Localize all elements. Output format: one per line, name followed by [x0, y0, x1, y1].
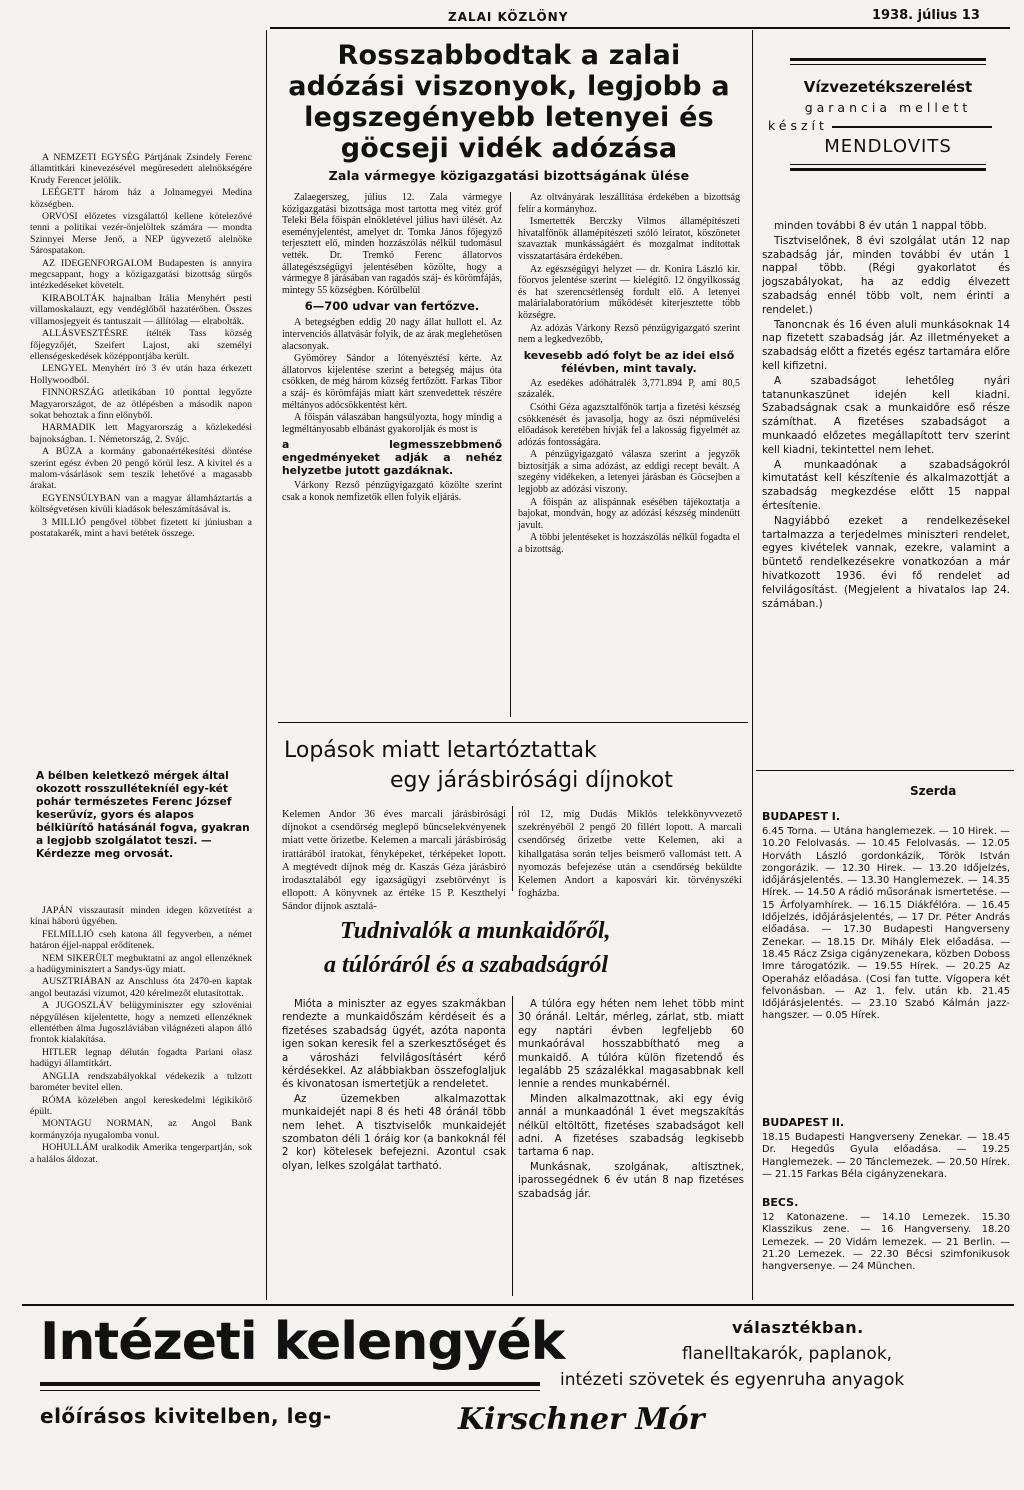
foreign-news-column — [30, 905, 252, 1166]
paragraph: A betegségben eddig 20 nagy állat hullott el. Az intervenciós állatvásár folyik, de az árak meglehetősen alacsonyak. — [282, 317, 502, 352]
paragraph: A szabadságot lehetőleg nyári tatanunkaszünet idején kell kiadni. Szabadságnak csak a munkaidőre eső része számíthat. A fizetéses szabadságot a munkaadó előzetes megállapított terv szerint kell kiadni, tekintettel nem lehet. — [762, 374, 1010, 456]
plumbing-ad — [762, 52, 1014, 192]
paragraph: Tisztviselőnek, 8 évi szolgálat után 12 nap szabadság jár, minden további év után 1 nappal több. (Régi gyakorlatot és jogszabályokat, ha az eddig élvezett szabadság ennél több volt, nem érinti a rendelet.) — [762, 234, 1010, 316]
lead-col2 — [518, 192, 740, 557]
ad-rule — [790, 58, 986, 61]
ad-rule — [790, 168, 986, 171]
paragraph: A többi jelentéseket is hozzászólás nélkül fogadta el a bizottság. — [518, 532, 740, 556]
paragraph: A túlóra egy héten nem lehet több mint 30 óránál. Leltár, mérleg, zárlat, stb. miatt egy naptári évben legfeljebb 60 munkaórával hosszabbítható meg a munkaidő. A túlóra külön fizetendő és legalább 25 százalékkal magasabbnak kell lennie a rendes munkabérnél. — [518, 999, 744, 1091]
theft-headline-1: Lopások miatt letartóztattak — [284, 738, 597, 763]
ad-line2: garancia mellett — [804, 100, 972, 115]
news-item: RÓMA közelében angol kereskedelmi légikikötő épült. — [30, 1094, 252, 1117]
left-news-column — [30, 152, 252, 540]
news-item: FINNORSZÁG atletikában 10 ponttal legyőzte Magyarországot, de az ötlépésben a második napon sokat behoztak a finn előnyből. — [30, 387, 252, 421]
theft-col1: Kelemen Andor 36 éves marcali járásbirósági díjnokot a csendőrség meglepő bűncselekvényenek miatt vette őrizetbe. Kelemen a marcali járásbiróság irattárából iratokat, fényképeket, térképeket lopott. A megtévedt díjnok még dr. Kaszás Géza járásbiró irodasztalából egy igazságügyi zsebtörvényt is ellopott. A könyvnek az értéke 15 P. Keszthelyi Sándor díjnok asztalá- — [282, 809, 506, 913]
bottom-ad-line-c: flanelltakarók, paplanok, — [682, 1344, 893, 1364]
news-item: MONTAGU NORMAN, az Angol Bank kormányzója nyugalomba vonul. — [30, 1118, 252, 1141]
paragraph: Az esedékes adóhátralék 3,771.894 P, ami 80,5 százalék. — [518, 377, 740, 401]
theft-col2: ról 12, míg Dudás Miklós telekkönyvvezető szekrényéből 2 pengő 20 fillért lopott. A marcali csendőrség őrizetbe vette Kelemen, aki a kihallgatása során teljes beismerő vallomást tett. A nyomozás befejezése után a csendőrség beküldte Kelemen Andort a kaposvári kir. törvényszéki fogházba. — [518, 809, 742, 900]
news-item: A NEMZETI EGYSÉG Pártjának Zsindely Ferenc államtitkári kinevezésével megüresedett alelnökségére Krudy Ferencet jelölik. — [30, 152, 252, 186]
news-item: EGYENSÚLYBAN van a magyar államháztartás a költségvetésen kívüli kiadások beleszámításával is. — [30, 492, 252, 516]
paragraph: Az oltványárak leszállítása érdekében a bizottság felír a kormányhoz. — [518, 192, 740, 215]
work-col1 — [282, 998, 506, 1174]
masthead-date: 1938. július 13 — [872, 8, 980, 23]
paragraph: Nagyiábbó ezeket a rendelkezésekel tartalmazza a terjedelmes miniszteri rendelet, egyes kivételek vannak, ezekre, valamint a büntető rendelkezésekre vonatkozóan a már hivatkozott 1936. évi fő rendelet ad felvilágosítást. (Megjelent a hivatalos lap 24. számában.) — [762, 514, 1010, 610]
lead-bottom-rule — [278, 722, 748, 723]
radio-top-rule — [756, 770, 1014, 771]
ad-name: MENDLOVITS — [824, 136, 952, 157]
news-item: HOHULLÁM uralkodik Amerika tengerpartján, sok a halálos áldozat. — [30, 1142, 252, 1165]
news-item: AUSZTRIÁBAN az Anschluss óta 2470-en kaptak angol beutazási vízumot, 420 kérelmezőt elutasítottak. — [30, 976, 252, 999]
news-item: ORVOSI előzetes vizsgálattól kellene kötelezővé tenni a politikai vezér-önjelöltek számára — mondta Szinnyei Merse Jenő, a NEP ügyvezető alelnöke Sárospatakon. — [30, 211, 252, 257]
work-headline-1: Tudnivalók a munkaidőről, — [340, 918, 611, 944]
radio-day: Szerda — [910, 784, 957, 798]
paragraph: Az egészségügyi helyzet — dr. Konira László kir. főorvos jelentése szerint — kielégítő. 12 öngyilkosság és hat szerencsétlenség fordult elő. A letenyei malárialaboratórium működését kiterjesztette több községre. — [518, 263, 740, 321]
right-column-rule — [752, 30, 753, 1300]
paragraph: Az üzemekben alkalmazottak munkaidejét napi 8 és heti 48 óránál több nem lehet. A tisztviselők munkaidejét szombaton déli 1 óráig kor (a bankoknál fél 2 kor) kötelesek befejezni. Azontul csak olyan, lelkes szolgálat tartható. — [282, 1093, 506, 1172]
news-item: A BÚZA a kormány gabonaértékesítési döntése szerint egész évben 20 pengő körül lesz. A kivitel és a malom-vásárlások sem teszik lehetővé a magasabb árakat. — [30, 446, 252, 492]
bottom-ad-line-d: intézeti szövetek és egyenruha anyagok — [560, 1370, 905, 1390]
bottom-ad-rule — [40, 1382, 540, 1386]
lead-subheadline: Zala vármegye közigazgatási bizottságának ülése — [328, 168, 690, 183]
news-item: KIRABOLTÁK hajnalban Itália Menyhért pesti villamoskalauzt, egy vendéglőből hazatérőben. Összes villamosjegyeit és tantuszait — állítólag — elrabolták. — [30, 292, 252, 327]
ad-rule — [790, 164, 986, 165]
news-item: FELMILLIÓ cseh katona áll fegyverben, a német határon éjjel-nappal erődítenek. — [30, 928, 252, 952]
paragraph: Csóthi Géza agazsztalfőnök tartja a fizetési készség csökkenését és javasolja, hogy az őszi népművelési előadások keretében hívják fel a lakosság figyelmét az adózás fontosságára. — [518, 401, 740, 448]
paragraph: Várkony Rezső pénzügyigazgató közölte szerint csak a konok nemfizetők ellen folyik eljárás. — [282, 480, 502, 503]
paragraph: Minden alkalmazottnak, aki egy évig annál a munkaadónál 1 évet megszakítás nélkül eltöltött, fizetéses szabadságot kell adni. A fizetéses szabadság legkisebb tartama 6 nap. — [518, 1093, 744, 1159]
masthead-paper: ZALAI KÖZLÖNY — [448, 10, 569, 24]
news-item: 3 MILLIÓ pengővel többet fizetett ki júniusban a postatakarék, mint a havi betétek összege. — [30, 516, 252, 539]
highlight: kevesebb adó folyt be az idei első félévben, mint tavaly. — [523, 348, 735, 375]
paragraph: Ismertették Berczky Vilmos államépítészeti hivatalfőnök államépítészeti szóló leiratot, köszönetet szavaztak munkásságáért és mozgalmat indítottak visszatartására érdekében. — [518, 216, 740, 262]
news-item: LEÉGETT három ház a Jolnamegyei Medina községben. — [30, 187, 252, 210]
radio-section-2: BUDAPEST II. — [762, 1116, 845, 1129]
news-item: LENGYEL Menyhért író 3 év után haza érkezett Hollywoodból. — [30, 363, 252, 386]
highlight: 6—700 udvar van fertőzve. — [304, 299, 480, 314]
theft-headline-2: egy járásbirósági díjnokot — [390, 768, 673, 793]
work-col-rule — [512, 996, 513, 1296]
radio-lines-1: 6.45 Torna. — Utána hanglemezek. — 10 Hirek. — 10.20 Felolvasás. — 10.45 Felolvasás. — 12.05 Horváth László gordonkázik, Török István zongorázik. — 12.30 Hirek. — 13.20 Időjelzés, időjárásjelentés. — 13.30 Hanglemezek. — 14.35 Hírek. — 14.50 A rádió műsorának ismertetése. — 15 Árfolyamhírek. — 16.15 Diákfélóra. — 16.45 Időjelzés, időjárásjelentés, — 17 Dr. Péter András előadása. — 17.30 Budapesti Hangverseny Zenekar. — 18.15 Dr. Mihály Elek előadása. — 18.45 Rácz Zsiga cigányzenekara, közben Doboss Imre tárogatózik. — 19.55 Hírek. — 20.25 Az Operaház előadása. (Cosi fan tutte. Vígopera két felvonásban. — Az 1. felv. után kb. 21.45 Időjárásjelentés. — 23.10 Szabó Kálmán jazz-hangszer. — 0.05 Hírek. — [762, 826, 1010, 1022]
ad-title: Vízvezetékszerelést — [803, 78, 973, 96]
paragraph: Az adózás Várkony Rezső pénzügyigazgató szerint nem a legkedvezőbb, — [518, 322, 740, 346]
news-item: ANGLIA rendszabályokkal védekezik a tulzott barométer bevitel ellen. — [30, 1070, 252, 1094]
radio-section-1: BUDAPEST I. — [762, 810, 841, 823]
lead-col-rule — [510, 192, 511, 717]
paragraph: A munkaadónak a szabadságokról kimutatást kell készítenie és alkalmazottját a szabadság megkezdése előtt 15 nappal értesítenie. — [762, 458, 1010, 512]
news-item: JAPÁN visszautasít minden idegen közvetítést a kínai háború ügyében. — [30, 905, 252, 928]
paragraph: A pénzügyigazgató válasza szerint a jegyzők biztosítják a sima adózást, az eddigi recept bevált. A szegény vidékeken, a letenyei járásban és Göcsejben a legjobb az adózási viszony. — [518, 449, 740, 496]
keseruviz-ad: A bélben keletkező mérgek által okozott rosszullétekníél egy-két pohár természetes Ferenc József keserűvíz, gyors és alapos bélkiürítő hatásánál fogva, gyakran a legjobb szolgálatot teszi. — Kérdezze meg orvosát. — [36, 770, 250, 860]
news-item: A JUGOSZLÁV belügyminiszter egy szlovéniai népgyűlésen kijelentette, hogy a nemzeti ellenzéknek ellentétben álma Jugoszláviában világnézeti alapon álló frontok kialakítása. — [30, 1000, 252, 1046]
paragraph: A főispán válaszában hangsúlyozta, hogy mindig a legméltányosabb elbánást gyakorolják és most is — [282, 412, 502, 435]
masthead-rule — [270, 27, 1010, 29]
ad-line3: készít — [768, 118, 828, 133]
bottom-ad-rule — [40, 1390, 540, 1391]
bottom-ad-line-a: előírásos kivitelben, leg- — [40, 1404, 332, 1428]
work-col2 — [518, 998, 744, 1202]
radio-section-3: BECS. — [762, 1196, 799, 1209]
news-item: HITLER legnap délután fogadta Pariani olasz hadügyi államtitkárt. — [30, 1046, 252, 1070]
radio-lines-2: 18.15 Budapesti Hangverseny Zenekar. — 18.45 Dr. Hegedűs Gyula előadása. — 19.25 Hanglemezek. — 20 Tánclemezek. — 20.50 Hírek. — 21.15 Farkas Béla cigányzenekara. — [762, 1132, 1010, 1180]
news-item: ALLÁSVESZTÉSRE ítélték Tass község főjegyzőjét, Szeifert Lajost, aki személyi ellenségeskedések középpontjába került. — [30, 328, 252, 362]
highlight: a legmesszebbmenő engedményeket adják a nehéz helyzetbe jutott gazdáknak. — [282, 438, 502, 478]
work-headline-2: a túlóráról és a szabadságról — [324, 952, 609, 978]
theft-col-rule — [512, 806, 513, 891]
left-column-rule — [266, 30, 267, 1300]
ad-rule — [832, 126, 992, 128]
ad-rule — [790, 64, 986, 65]
radio-lines-3: 12 Katonazene. — 14.10 Lemezek. 15.30 Klasszikus zene. — 16 Hangverseny. 18.20 Lemezek. — 20 Vidám lemezek. — 21 Berlin. — 21.20 Lemezek. — 22.30 Bécsi szimfonikusok hangversenye. — 24 München. — [762, 1212, 1010, 1273]
right-article — [762, 220, 1010, 612]
paragraph: Tanoncnak és 16 éven aluli munkásoknak 14 nap fizetett szabadság jár. Az illetményeket a szabadság előtt a fizetés egész tartamára előre kell kifizetni. — [762, 318, 1011, 372]
news-item: HARMADIK lett Magyarország a közlekedési bajnokságban. 1. Németország, 2. Svájc. — [30, 422, 252, 445]
bottom-ad-line-b: választékban. — [732, 1318, 864, 1337]
paragraph: A főispán az alispánnak esésében tájékoztatja a bajokat, mondván, hogy az adózási készség mindenütt javult. — [518, 496, 740, 531]
lead-col1 — [282, 192, 502, 504]
paragraph: Gyömörey Sándor a lótenyésztési kérte. Az állatorvos kijelentése szerint a betegség május óta csökken, de még három község fertőzött. Farkas Tibor a száj- és körömfájás miatt kárt szenvedettek részére méltányos adócsökkentést kért. — [282, 353, 502, 411]
lead-headline: Rosszabbodtak a zalai adózási viszonyok, legjobb a legszegényebb letenyei és göcseji vidék adózása — [288, 40, 730, 164]
paragraph: Mióta a miniszter az egyes szakmákban rendezte a munkaidőszám kérdéseit és a fizetéses szabadság ügyét, azóta naponta igen sokan keresik fel a szerkesztőséget és a városházi felvilágosításért kérő kérdésekkel. Az alábbiakban összefoglaljuk és kivonatosan ismertetjük a rendeletet. — [282, 999, 506, 1091]
bottom-ad-top-rule — [22, 1304, 1014, 1306]
bottom-ad-title: Intézeti kelengyék — [40, 1312, 565, 1372]
paragraph: Munkásnak, szolgának, altisztnek, iparossegédnek 6 év után 8 nap fizetéses szabadság jár. — [518, 1161, 744, 1200]
paragraph: Zalaegerszeg, július 12. Zala vármegye közigazgatási bizottsága most tartotta meg vitéz gróf Teleki Béla főispán elnökletével július havi ülését. Az eseményjelentést, amelyet dr. Tomka János főjegyző terjesztett elő, minden hozzászólás nélkül tudomásul vették. Dr. Tremkó Ferenc állatorvos állategészségügyi jelentésében közölte, hogy a vármegye 8 járásában van ragadós száj- és körömfájás, mintegy 55 községben. Kórülbelül — [282, 192, 502, 296]
paragraph: minden további 8 év után 1 nappal több. — [774, 220, 988, 232]
news-item: AZ IDEGENFORGALOM Budapesten is annyira megcsappant, hogy a közigazgatási bizottság sürgős intézkedéseket követelt. — [30, 257, 252, 292]
bottom-ad-sign: Kirschner Mór — [458, 1402, 705, 1437]
news-item: NEM SIKERÜLT megbuktatni az angol ellenzéknek a hadügyminisztert a Sandys-ügy miatt. — [30, 952, 252, 976]
